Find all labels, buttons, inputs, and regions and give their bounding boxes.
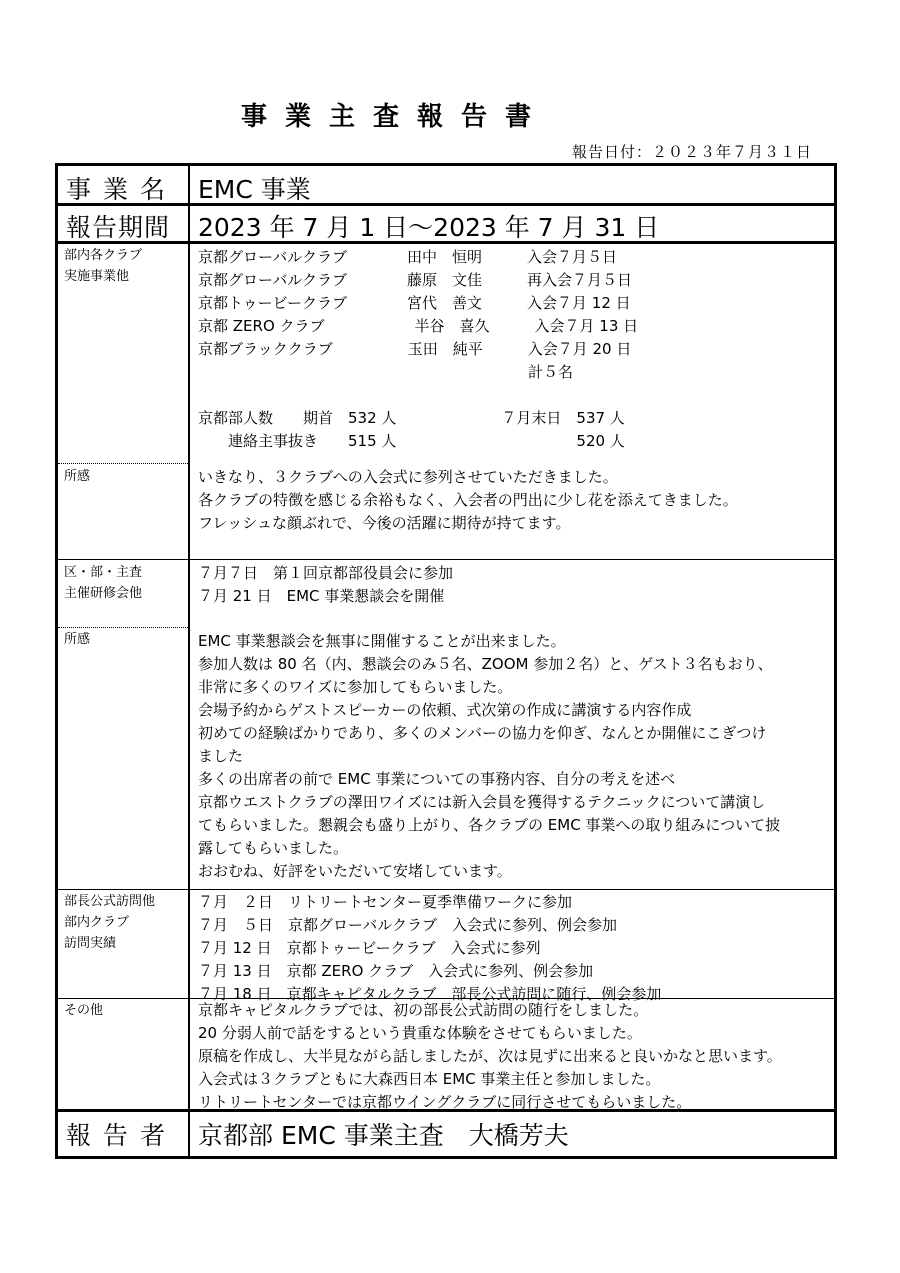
row-divider <box>58 627 188 628</box>
text-line: ７月 12 日 京都トゥービークラブ 入会式に参列 <box>198 939 541 957</box>
text-line: EMC 事業懇談会を無事に開催することが出来ました。 <box>198 632 566 650</box>
text-line: 京都グローバルクラブ 藤原 文佳 再入会７月５日 <box>198 271 632 289</box>
reporter-value: 京都部 EMC 事業主査 大橋芳夫 <box>198 1121 569 1150</box>
text-line: 初めての経験ばかりであり、多くのメンバーの協力を仰ぎ、なんとか開催にこぎつけ <box>198 724 767 742</box>
club-activities-label: 部内各クラブ 実施事業他 <box>64 248 143 284</box>
report-table <box>55 163 837 1159</box>
seminars-text <box>198 562 828 608</box>
document-title: 事業主査報告書 <box>240 102 549 132</box>
text-line: 計５名 <box>198 363 574 381</box>
visits-text <box>198 891 828 1006</box>
text-line: 露してもらいました。 <box>198 839 349 857</box>
project-label: 事業名 <box>66 175 178 204</box>
text-line: 京都トゥービークラブ 宮代 善文 入会７月 12 日 <box>198 294 631 312</box>
row-divider <box>58 241 834 244</box>
impressions-1-label: 所感 <box>64 469 91 484</box>
text-line: 京都ウエストクラブの澤田ワイズには新入会員を獲得するテクニックについて講演し <box>198 793 766 811</box>
text-line: 非常に多くのワイズに参加してもらいました。 <box>198 678 513 696</box>
text-line: 原稿を作成し、大半見ながら話しましたが、次は見ずに出来ると良いかなと思います。 <box>198 1047 782 1065</box>
row-divider <box>58 559 834 560</box>
text-line: ました <box>198 747 244 765</box>
text-line: 参加人数は 80 名（内、懇談会のみ５名、ZOOM 参加２名）と、ゲスト３名もおり、 <box>198 655 773 673</box>
text-line: 京都ブラッククラブ 玉田 純平 入会７月 20 日 <box>198 340 632 358</box>
reporter-label: 報告者 <box>66 1121 178 1150</box>
text-line: ７月 18 日 京都キャピタルクラブ 部長公式訪問に随行、例会参加 <box>198 985 662 1003</box>
seminars-label: 区・部・主査 主催研修会他 <box>64 565 143 601</box>
text-line: 20 分弱人前で話をするという貴重な体験をさせてもらいました。 <box>198 1024 642 1042</box>
club-activities-text <box>198 246 828 453</box>
text-line: ７月 ２日 リトリートセンター夏季準備ワークに参加 <box>198 893 572 911</box>
row-divider <box>58 1109 834 1112</box>
column-divider <box>188 166 190 1156</box>
row-divider <box>58 889 834 890</box>
impressions-2-text <box>198 630 828 883</box>
impressions-1-text <box>198 466 828 535</box>
visits-label: 部長公式訪問他 部内クラブ 訪問実績 <box>64 894 156 951</box>
text-line: てもらいました。懇親会も盛り上がり、各クラブの EMC 事業への取り組みについて披 <box>198 816 781 834</box>
report-date: 報告日付：２０２３年７月３１日 <box>571 143 812 161</box>
text-line: リトリートセンターでは京都ウイングクラブに同行させてもらいました。 <box>198 1093 692 1111</box>
text-line: ７月７日 第１回京都部役員会に参加 <box>198 564 454 582</box>
text-line: 京都 ZERO クラブ 半谷 喜久 入会７月 13 日 <box>198 317 639 335</box>
text-line: 各クラブの特徴を感じる余裕もなく、入会者の門出に少し花を添えてきました。 <box>198 491 738 509</box>
period-label: 報告期間 <box>66 213 171 242</box>
impressions-2-label: 所感 <box>64 632 91 647</box>
text-line: いきなり、３クラブへの入会式に参列させていただきました。 <box>198 468 618 486</box>
other-text <box>198 999 828 1114</box>
period-value: 2023 年 7 月 1 日～2023 年 7 月 31 日 <box>198 213 660 242</box>
row-divider <box>58 463 188 464</box>
text-line <box>198 384 828 407</box>
text-line: 会場予約からゲストスピーカーの依頼、式次第の作成に講演する内容作成 <box>198 701 692 719</box>
text-line: おおむね、好評をいただいて安堵しています。 <box>198 862 512 880</box>
text-line: ７月 21 日 EMC 事業懇談会を開催 <box>198 587 445 605</box>
project-value: EMC 事業 <box>198 175 311 204</box>
text-line: 入会式は３クラブともに大森西日本 EMC 事業主任と参加しました。 <box>198 1070 661 1088</box>
text-line: 京都グローバルクラブ 田中 恒明 入会７月５日 <box>198 248 617 266</box>
row-divider <box>58 203 834 206</box>
text-line: 京都部人数 期首 532 人 ７月末日 537 人 <box>198 409 625 427</box>
text-line: 連絡主事抜き 515 人 520 人 <box>198 432 625 450</box>
text-line: 京都キャピタルクラブでは、初の部長公式訪問の随行をしました。 <box>198 1001 649 1019</box>
text-line: 多くの出席者の前で EMC 事業についての事務内容、自分の考えを述べ <box>198 770 676 788</box>
text-line: ７月 ５日 京都グローバルクラブ 入会式に参列、例会参加 <box>198 916 617 934</box>
text-line: フレッシュな顔ぶれで、今後の活躍に期待が持てます。 <box>198 514 571 532</box>
other-label: その他 <box>64 1003 104 1018</box>
text-line: ７月 13 日 京都 ZERO クラブ 入会式に参列、例会参加 <box>198 962 594 980</box>
